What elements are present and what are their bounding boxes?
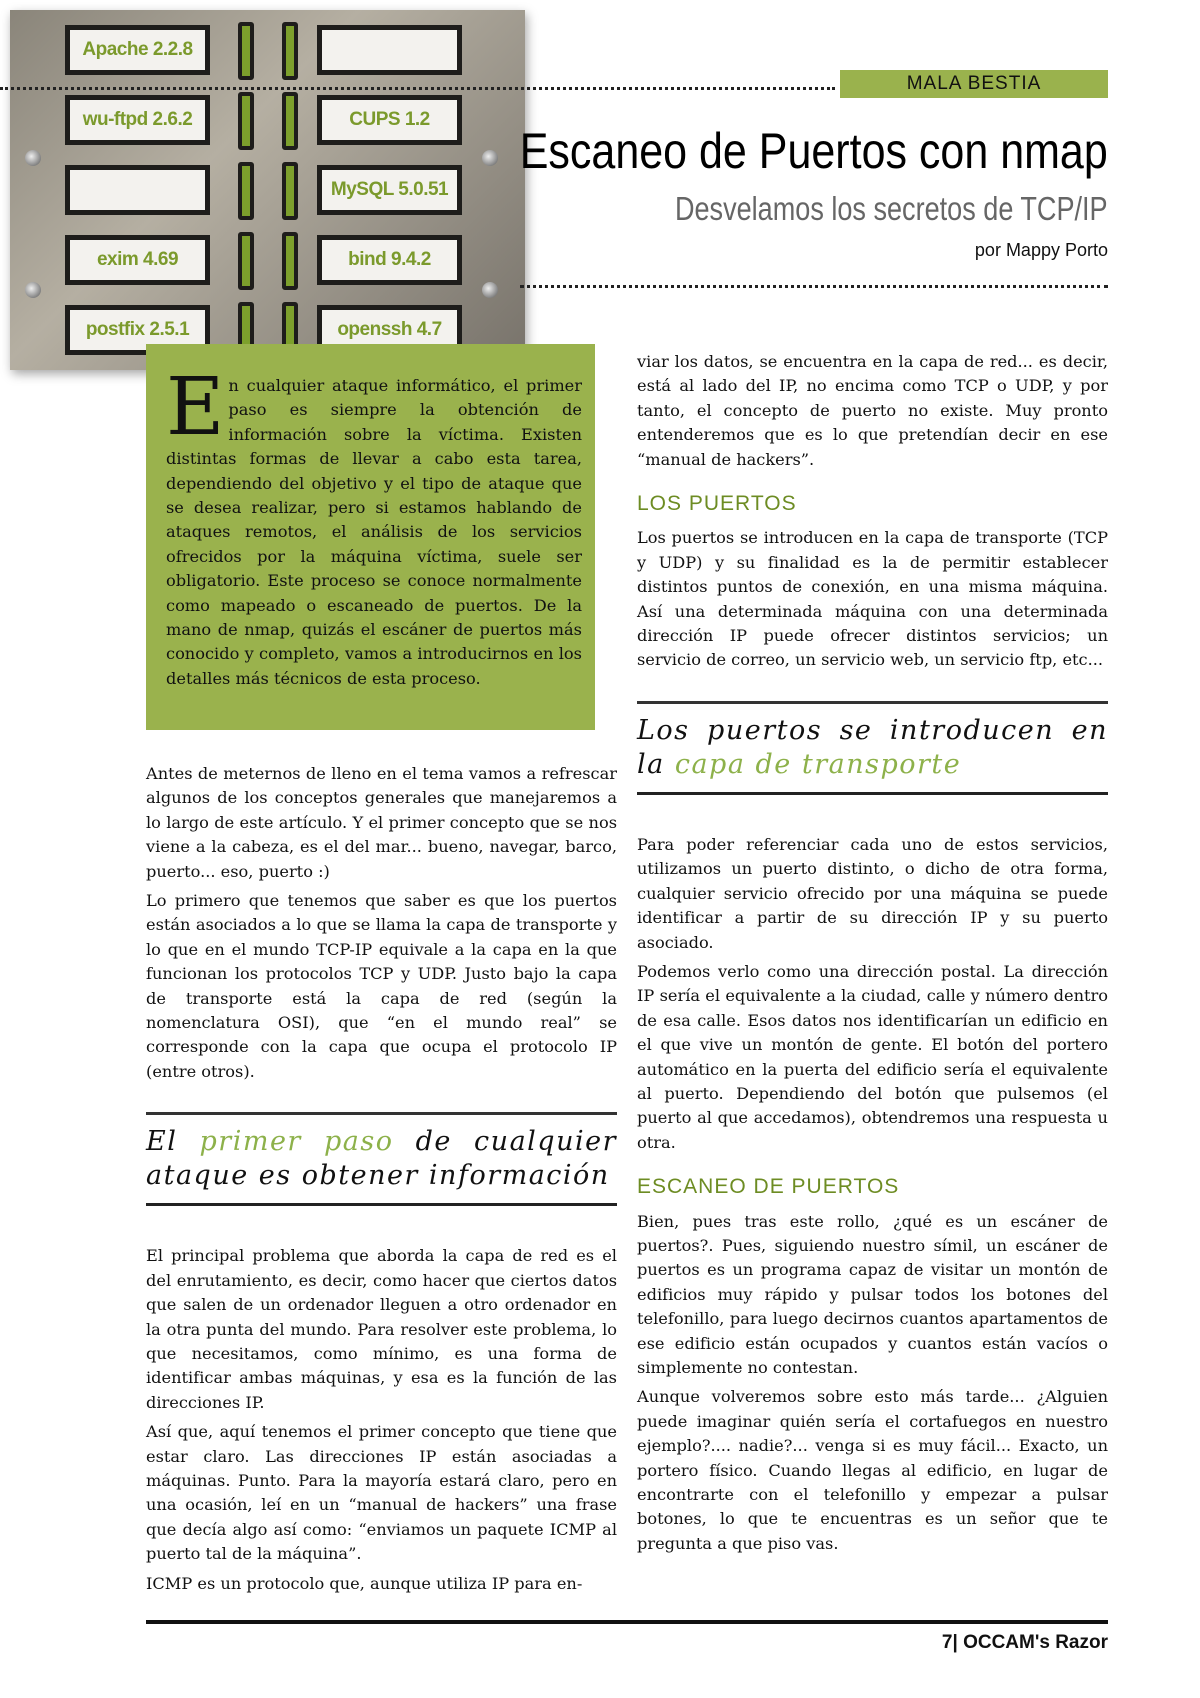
dotted-divider: [520, 285, 1108, 288]
intercom-plate: [317, 25, 462, 75]
intercom-button: [282, 92, 298, 150]
intercom-button: [282, 232, 298, 290]
paragraph: ICMP es un protocolo que, aunque utiliza IP para en-: [146, 1573, 583, 1593]
screw-icon: [482, 282, 498, 298]
intercom-button: [238, 162, 254, 220]
paragraph: Aunque volveremos sobre esto más tarde... ¿Alguien puede imaginar quién sería el cortafuegos en nuestro ejemplo?.... nadie?... venga si es muy fácil... Exacto, un portero físico. Cuando llegas al edificio, en lugar de encontrarte con el telefonillo y empezar a pulsar botones, lo que te encuentras es un señor que te pregunta a que piso vas.: [637, 1387, 1108, 1553]
intercom-plate: [65, 165, 210, 215]
screw-icon: [25, 150, 41, 166]
left-column: [146, 762, 617, 1601]
pull-quote: [146, 1112, 617, 1206]
screw-icon: [482, 150, 498, 166]
quote-highlight: primer paso: [199, 1126, 394, 1158]
dotted-divider: [0, 87, 835, 90]
drop-cap: E: [166, 360, 225, 453]
page-footer: 7| OCCAM's Razor: [941, 1632, 1108, 1653]
intercom-plate: openssh 4.7: [317, 305, 462, 355]
quote-text: El: [146, 1126, 200, 1158]
quote-text: de cualquier ataque es obtener información: [146, 1126, 617, 1192]
right-column: [637, 350, 1108, 1561]
intercom-plate: wu-ftpd 2.6.2: [65, 95, 210, 145]
paragraph: Bien, pues tras este rollo, ¿qué es un escáner de puertos?. Pues, siguiendo nuestro símil, un escáner de puertos es un programa capaz de visitar un montón de edificios muy rápido y pulsar todos los botones del telefonillo, para luego decirnos cuantos apartamentos de ese edificio están ocupados y cuantos están vacíos o simplemente no contestan.: [637, 1211, 1108, 1377]
footer-rule: [146, 1620, 1108, 1624]
paragraph: Para poder referenciar cada uno de estos servicios, utilizamos un puerto distinto, o dicho de otra forma, cualquier servicio ofrecido por una máquina se puede identificar a partir de su dirección IP y su puerto asociado.: [637, 834, 1108, 952]
intercom-plate: exim 4.69: [65, 235, 210, 285]
section-heading: LOS PUERTOS: [637, 492, 797, 516]
article-title: Escaneo de Puertos con nmap: [519, 123, 1108, 179]
byline: por Mappy Porto: [974, 240, 1108, 260]
intercom-plate: bind 9.4.2: [317, 235, 462, 285]
screw-icon: [25, 282, 41, 298]
paragraph: Antes de meternos de lleno en el tema vamos a refrescar algunos de los conceptos generales que manejaremos a lo largo de este artículo. Y el primer concepto que se nos viene a la cabeza, es el del mar... bueno, navegar, barco, puerto... eso, puerto :): [146, 764, 617, 881]
paragraph: El principal problema que aborda la capa de red es el del enrutamiento, es decir, como hacer que ciertos datos que salen de un ordenador lleguen a otro ordenador en la otra punta del mundo. Para resolver este problema, lo que necesitamos, como mínimo, es una forma de identificar ambas máquinas, y esa es la función de las direcciones IP.: [146, 1246, 617, 1412]
intercom-plate: Apache 2.2.8: [65, 25, 210, 75]
lead-text: n cualquier ataque informático, el primer paso es siempre la obtención de información sobre la víctima. Existen distintas formas de llevar a cabo esta tarea, dependiendo del objetivo y el tipo de ataque que se desea realizar, pero si estamos hablando de ataques remotos, el análisis de los servicios ofrecidos por la máquina víctima, suele ser obligatorio. Este proceso se conoce normalmente como mapeado o escaneado de puertos. De la mano de nmap, quizás el escáner de puertos más conocido y completo, vamos a introducirnos en los detalles más técnicos de esta proceso.: [166, 376, 582, 688]
paragraph: Lo primero que tenemos que saber es que los puertos están asociados a lo que se llama la capa de transporte y lo que en el mundo TCP-IP equivale a la capa en la que funcionan los protocolos TCP y UDP. Justo bajo la capa de transporte está la capa de red (según la nomenclatura OSI), que “en el mundo real” se corresponde con la capa que ocupa el protocolo IP (entre otros).: [146, 891, 617, 1081]
intercom-plate: postfix 2.5.1: [65, 305, 210, 355]
paragraph: Los puertos se introducen en la capa de transporte (TCP y UDP) y su finalidad es la de permitir establecer distintos puntos de conexión, en una misma máquina. Así una determinada máquina con una determinada dirección IP puede ofrecer distintos servicios; un servicio de correo, un servicio web, un servicio ftp, etc...: [637, 528, 1108, 670]
section-heading: ESCANEO DE PUERTOS: [637, 1175, 900, 1199]
paragraph: Así que, aquí tenemos el primer concepto que tiene que estar claro. Las direcciones IP están asociadas a máquinas. Punto. Para la mayoría estará claro, pero en una ocasión, leí en un “manual de hackers” una frase que decía algo así como: “enviamos un paquete ICMP al puerto tal de la máquina”.: [146, 1422, 617, 1564]
quote-highlight: capa de transporte: [674, 748, 962, 780]
intercom-button: [238, 92, 254, 150]
intercom-button: [238, 232, 254, 290]
section-tag: MALA BESTIA: [840, 70, 1108, 98]
intercom-button: [282, 22, 298, 80]
intercom-button: [238, 22, 254, 80]
intercom-plate: CUPS 1.2: [317, 95, 462, 145]
paragraph: viar los datos, se encuentra en la capa de red... es decir, está al lado del IP, no encima como TCP o UDP, y por tanto, el concepto de puerto no existe. Muy pronto entenderemos que es lo que pretendían decir en ese “manual de hackers”.: [637, 352, 1108, 469]
intercom-button: [282, 162, 298, 220]
pull-quote: [637, 701, 1108, 795]
article-subtitle: Desvelamos los secretos de TCP/IP: [675, 190, 1108, 227]
paragraph: Podemos verlo como una dirección postal. La dirección IP sería el equivalente a la ciudad, calle y número dentro de esa calle. Esos datos nos identificarían un edificio en el que vive un montón de gente. El botón del portero automático en la puerta del edificio sería el equivalente al puerto. Dependiendo del botón que pulsemos (el puerto al que accedamos), obtendremos una respuesta u otra.: [637, 961, 1108, 1152]
intercom-plate: MySQL 5.0.51: [317, 165, 462, 215]
intercom-photo: [10, 10, 525, 370]
quote-text: Los puertos se introducen en la: [637, 714, 1108, 780]
lead-box: [146, 344, 595, 730]
